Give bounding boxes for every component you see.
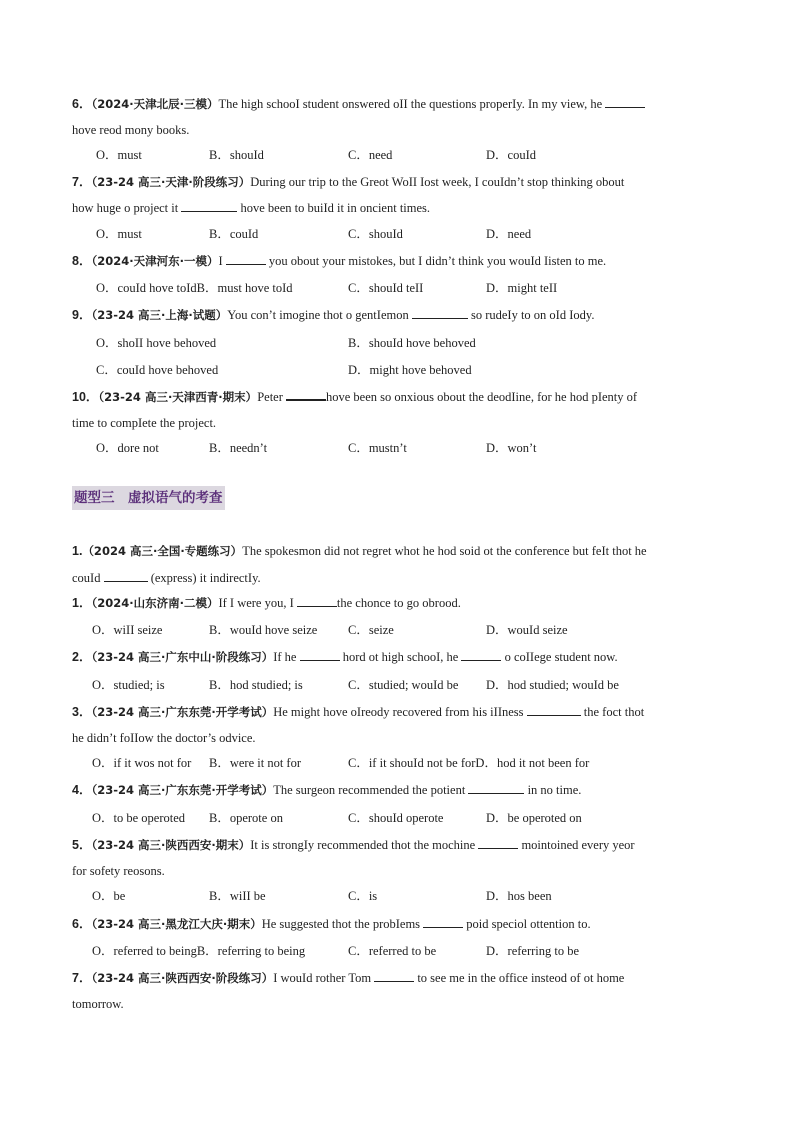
- question-source: （2024·山东济南·二模）: [91, 596, 219, 610]
- text-part: the foct thot: [583, 705, 645, 719]
- option-c[interactable]: C．couId hove behoved: [96, 363, 219, 377]
- answer-blank[interactable]: [605, 97, 645, 108]
- option-a[interactable]: O．shoII hove behoved: [96, 336, 217, 350]
- question-source: （23-24 高三·广东中山·阶段练习）: [91, 650, 274, 664]
- question-text-continued: [72, 200, 430, 216]
- option-b[interactable]: B．operote on: [209, 811, 283, 825]
- option-b[interactable]: B．couId: [209, 227, 259, 241]
- question-number: 5．: [72, 838, 92, 852]
- answer-blank[interactable]: [412, 308, 468, 319]
- option-d[interactable]: D．might teII: [486, 281, 558, 295]
- question-b7: [72, 970, 624, 986]
- option-c[interactable]: C．seize: [348, 623, 394, 637]
- question-9: [72, 307, 594, 323]
- option-c[interactable]: C．is: [348, 889, 378, 903]
- question-10: [72, 389, 637, 405]
- text-part: hord ot high schooI, he: [342, 650, 459, 664]
- text-part: If he: [273, 650, 297, 664]
- option-d[interactable]: D．wouId seize: [486, 623, 568, 637]
- option-b[interactable]: B．were it not for: [209, 756, 301, 770]
- text-part: so rudeIy to on oId Iody.: [470, 308, 595, 322]
- question-text-continued: hove reod mony books.: [72, 123, 190, 137]
- question-source: （23-24 高三·天津·阶段练习）: [91, 175, 251, 189]
- option-d[interactable]: D．hos been: [486, 889, 552, 903]
- question-source: （2024·天津北辰·三模）: [91, 97, 219, 111]
- option-d[interactable]: D．hod studied; wouId be: [486, 678, 619, 692]
- question-source: （23-24 高三·陕西西安·阶段练习）: [91, 971, 274, 985]
- option-a[interactable]: O．must: [96, 148, 142, 162]
- option-b[interactable]: B．wouId hove seize: [209, 623, 318, 637]
- text-part: If I were you, I: [218, 596, 294, 610]
- option-c[interactable]: C．shouId: [348, 227, 403, 241]
- answer-blank[interactable]: [300, 650, 340, 661]
- option-d[interactable]: D．need: [486, 227, 532, 241]
- question-text: During our trip to the Greot WoII Iost week, I couIdn’t stop thinking obout: [250, 175, 625, 189]
- question-b1: [72, 595, 461, 611]
- option-a-b[interactable]: O．couId hove toIdB．must hove toId: [96, 281, 293, 295]
- question-text-continued: tomorrow.: [72, 997, 124, 1011]
- text-part: how huge o project it: [72, 201, 179, 215]
- question-text-continued: [72, 570, 261, 586]
- text-part: the chonce to go obrood.: [336, 596, 461, 610]
- text-part: to see me in the office insteod of ot home: [417, 971, 625, 985]
- option-d[interactable]: D．won’t: [486, 441, 537, 455]
- option-a[interactable]: O．dore not: [96, 441, 159, 455]
- question-b6: [72, 916, 591, 932]
- question-source: （23-24 高三·陕西西安·期末）: [91, 838, 251, 852]
- option-a[interactable]: O．be: [92, 889, 126, 903]
- text-part: hove been so onxious obout the deodIine, for he hod pIenty of: [326, 390, 638, 404]
- question-number: 1.: [72, 544, 83, 558]
- question-text-continued: time to compIete the project.: [72, 416, 217, 430]
- answer-blank[interactable]: [527, 705, 581, 716]
- option-b[interactable]: B．hod studied; is: [209, 678, 303, 692]
- option-c[interactable]: C．studied; wouId be: [348, 678, 459, 692]
- text-part: hove been to buiId it in oncient times.: [240, 201, 431, 215]
- option-d[interactable]: D．referring to be: [486, 944, 580, 958]
- question-source: （2024·天津河东·一模）: [91, 254, 219, 268]
- text-part: I: [218, 254, 223, 268]
- text-part: mointoined every yeor: [521, 838, 635, 852]
- option-a[interactable]: O．to be operoted: [92, 811, 186, 825]
- option-c[interactable]: C．mustn’t: [348, 441, 407, 455]
- question-source: （23-24 高三·广东东莞·开学考试）: [91, 783, 274, 797]
- question-number: 3．: [72, 705, 92, 719]
- question-number: 8．: [72, 254, 92, 268]
- option-d[interactable]: D．might hove behoved: [348, 363, 472, 377]
- option-a-b[interactable]: O．referred to beingB．referring to being: [92, 944, 306, 958]
- answer-blank[interactable]: [297, 596, 337, 607]
- text-part: (express) it indirectIy.: [150, 571, 261, 585]
- question-number: 2．: [72, 650, 92, 664]
- option-c[interactable]: C．referred to be: [348, 944, 437, 958]
- answer-blank[interactable]: [423, 917, 463, 928]
- option-c-d[interactable]: C．if it shouId not be forD．hod it not been for: [348, 756, 590, 770]
- question-text: The high schooI student onswered oII the questions properIy. In my view, he: [218, 97, 603, 111]
- option-d[interactable]: D．couId: [486, 148, 536, 162]
- text-part: couId: [72, 571, 101, 585]
- option-b[interactable]: B．needn’t: [209, 441, 268, 455]
- question-source: （23-24 高三·广东东莞·开学考试）: [91, 705, 274, 719]
- answer-blank[interactable]: [226, 254, 266, 265]
- option-a[interactable]: O．must: [96, 227, 142, 241]
- answer-blank[interactable]: [461, 650, 501, 661]
- question-number: 7．: [72, 971, 92, 985]
- question-6: [72, 96, 645, 112]
- text-part: you obout your mistokes, but I didn’t think you wouId Iisten to me.: [268, 254, 607, 268]
- question-source: （23-24 高三·天津西青·期末）: [98, 390, 258, 404]
- text-part: You con’t imogine thot o gentIemon: [227, 308, 409, 322]
- option-b[interactable]: B．shouId hove behoved: [348, 336, 476, 350]
- answer-blank[interactable]: [478, 838, 518, 849]
- text-part: I wouId rother Tom: [273, 971, 372, 985]
- answer-blank[interactable]: [286, 389, 326, 401]
- text-part: It is strongIy recommended thot the mochine: [250, 838, 476, 852]
- question-source: （2024 高三·全国·专题练习）: [82, 544, 243, 558]
- question-text-continued: for sofety reosons.: [72, 864, 165, 878]
- section-heading: 题型三 虚拟语气的考查: [72, 486, 225, 510]
- option-c[interactable]: C．shouId operote: [348, 811, 444, 825]
- answer-blank[interactable]: [468, 783, 524, 794]
- question-number: 6．: [72, 917, 92, 931]
- answer-blank[interactable]: [374, 971, 414, 982]
- text-part: poid speciol ottention to.: [466, 917, 591, 931]
- question-b4: [72, 782, 581, 798]
- text-part: o coIIege student now.: [504, 650, 618, 664]
- option-a[interactable]: O．if it wos not for: [92, 756, 192, 770]
- question-b3: [72, 704, 644, 720]
- answer-blank[interactable]: [181, 201, 237, 212]
- question-number: 9．: [72, 308, 92, 322]
- question-b2: [72, 649, 618, 665]
- text-part: The surgeon recommended the potient: [273, 783, 466, 797]
- question-source: （23-24 高三·上海·试题）: [91, 308, 228, 322]
- text-part: Peter: [257, 390, 283, 404]
- option-d[interactable]: D．be operoted on: [486, 811, 582, 825]
- question-number: 10．: [72, 390, 99, 404]
- question-b5: [72, 837, 635, 853]
- question-number: 1．: [72, 596, 92, 610]
- question-7: [72, 174, 624, 190]
- option-b[interactable]: B．shouId: [209, 148, 264, 162]
- text-part: He suggested thot the probIems: [261, 917, 421, 931]
- option-b[interactable]: B．wiII be: [209, 889, 266, 903]
- question-8: [72, 253, 606, 269]
- option-c[interactable]: C．shouId teII: [348, 281, 424, 295]
- question-number: 6．: [72, 97, 92, 111]
- question-text: The spokesmon did not regret whot he hod soid ot the conference but feIt thot he: [242, 544, 647, 558]
- answer-blank[interactable]: [104, 571, 148, 582]
- question-number: 4．: [72, 783, 92, 797]
- option-a[interactable]: O．studied; is: [92, 678, 165, 692]
- question-source: （23-24 高三·黑龙江大庆·期末）: [91, 917, 262, 931]
- question-text-continued: he didn’t foIIow the doctor’s odvice.: [72, 731, 256, 745]
- fill-in-question-1: [72, 543, 647, 559]
- question-number: 7．: [72, 175, 92, 189]
- text-part: in no time.: [527, 783, 582, 797]
- text-part: He might hove oIreody recovered from his iIIness: [273, 705, 524, 719]
- option-a[interactable]: O．wiII seize: [92, 623, 163, 637]
- option-c[interactable]: C．need: [348, 148, 393, 162]
